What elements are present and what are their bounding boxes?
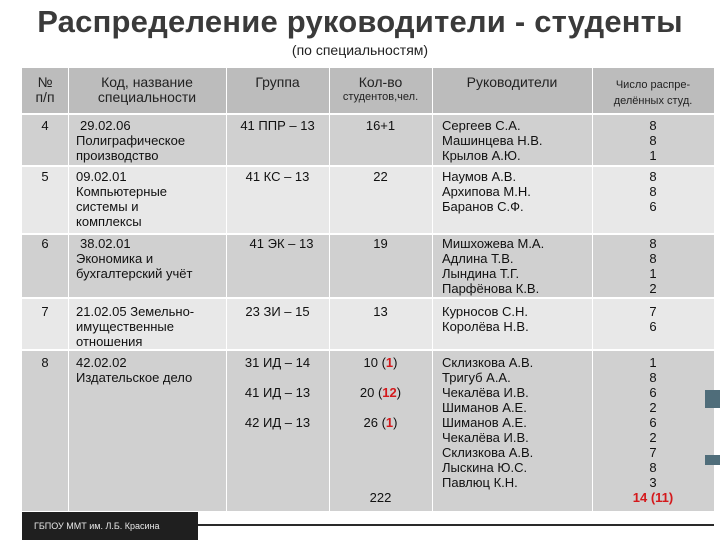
row-num: 5 xyxy=(41,169,49,184)
distribution-table xyxy=(22,68,714,511)
row-count: 26 (1) xyxy=(363,415,398,430)
total-distributed: 14 (11) xyxy=(632,490,674,505)
row-distributed: 8 8 6 xyxy=(649,169,657,214)
header-group: Группа xyxy=(255,74,300,90)
row-group: 41 ЭК – 13 xyxy=(249,236,314,251)
row-leaders: Склизкова А.В. Тригуб А.А. Чекалёва И.В. Шиманов А.Е. Шиманов А.Е. Чекалёва И.В. Склизкова А.В. Лыскина Ю.С. Павлюц К.Н. xyxy=(442,355,534,490)
row-group: 41 КС – 13 xyxy=(245,169,310,184)
row-num: 8 xyxy=(41,355,49,370)
row-code: 42.02.02 Издательское дело xyxy=(76,355,193,385)
row-leaders: Наумов А.В. Архипова М.Н. Баранов С.Ф. xyxy=(442,169,531,214)
footer-label: ГБПОУ ММТ им. Л.Б. Красина xyxy=(22,512,198,540)
row-group: 42 ИД – 13 xyxy=(244,415,311,430)
header-distributed: Число распре- делённых студ. xyxy=(613,79,693,107)
row-group: 23 ЗИ – 15 xyxy=(245,304,310,319)
header-num: № п/п xyxy=(35,74,55,105)
header-leaders: Руководители xyxy=(466,74,558,90)
row-count: 13 xyxy=(373,304,388,319)
side-accent-bar xyxy=(705,390,720,408)
row-distributed: 1 8 6 2 6 2 7 8 3 14 (11) xyxy=(592,355,714,505)
row-group: 41 ИД – 13 xyxy=(244,385,311,400)
row-count: 16+1 xyxy=(365,118,396,133)
row-code: 29.02.06 Полиграфическое производство xyxy=(76,118,186,163)
row-count: 20 (12) xyxy=(359,385,402,400)
footer-divider xyxy=(198,524,714,526)
header-count: Кол-во студентов,чел. xyxy=(342,74,419,103)
row-distributed: 7 6 xyxy=(649,304,657,334)
page-title: Распределение руководители - студенты xyxy=(37,4,683,39)
row-distributed: 8 8 1 xyxy=(649,118,657,163)
row-code: 38.02.01 Экономика и бухгалтерский учёт xyxy=(76,236,193,281)
row-distributed: 8 8 1 2 xyxy=(649,236,657,296)
row-num: 4 xyxy=(41,118,49,133)
page-subtitle: (по специальностям) xyxy=(291,42,429,58)
total-count: 222 xyxy=(369,490,392,505)
side-accent-bar xyxy=(705,455,720,465)
row-num: 7 xyxy=(41,304,49,319)
row-group: 31 ИД – 14 xyxy=(244,355,311,370)
header-code: Код, название специальности xyxy=(97,74,197,105)
row-leaders: Курносов С.Н. Королёва Н.В. xyxy=(442,304,529,334)
row-count: 10 (1) xyxy=(363,355,398,370)
row-group: 41 ППР – 13 xyxy=(240,118,315,133)
row-num: 6 xyxy=(41,236,49,251)
row-count: 22 xyxy=(373,169,388,184)
row-leaders: Сергеев С.А. Машинцева Н.В. Крылов А.Ю. xyxy=(442,118,543,163)
row-code: 09.02.01 Компьютерные системы и комплексы xyxy=(76,169,168,229)
row-leaders: Мишхожева М.А. Адлина Т.В. Лындина Т.Г. Парфёнова К.В. xyxy=(442,236,545,296)
row-code: 21.02.05 Земельно- имущественные отношения xyxy=(76,304,195,349)
row-count: 19 xyxy=(373,236,388,251)
